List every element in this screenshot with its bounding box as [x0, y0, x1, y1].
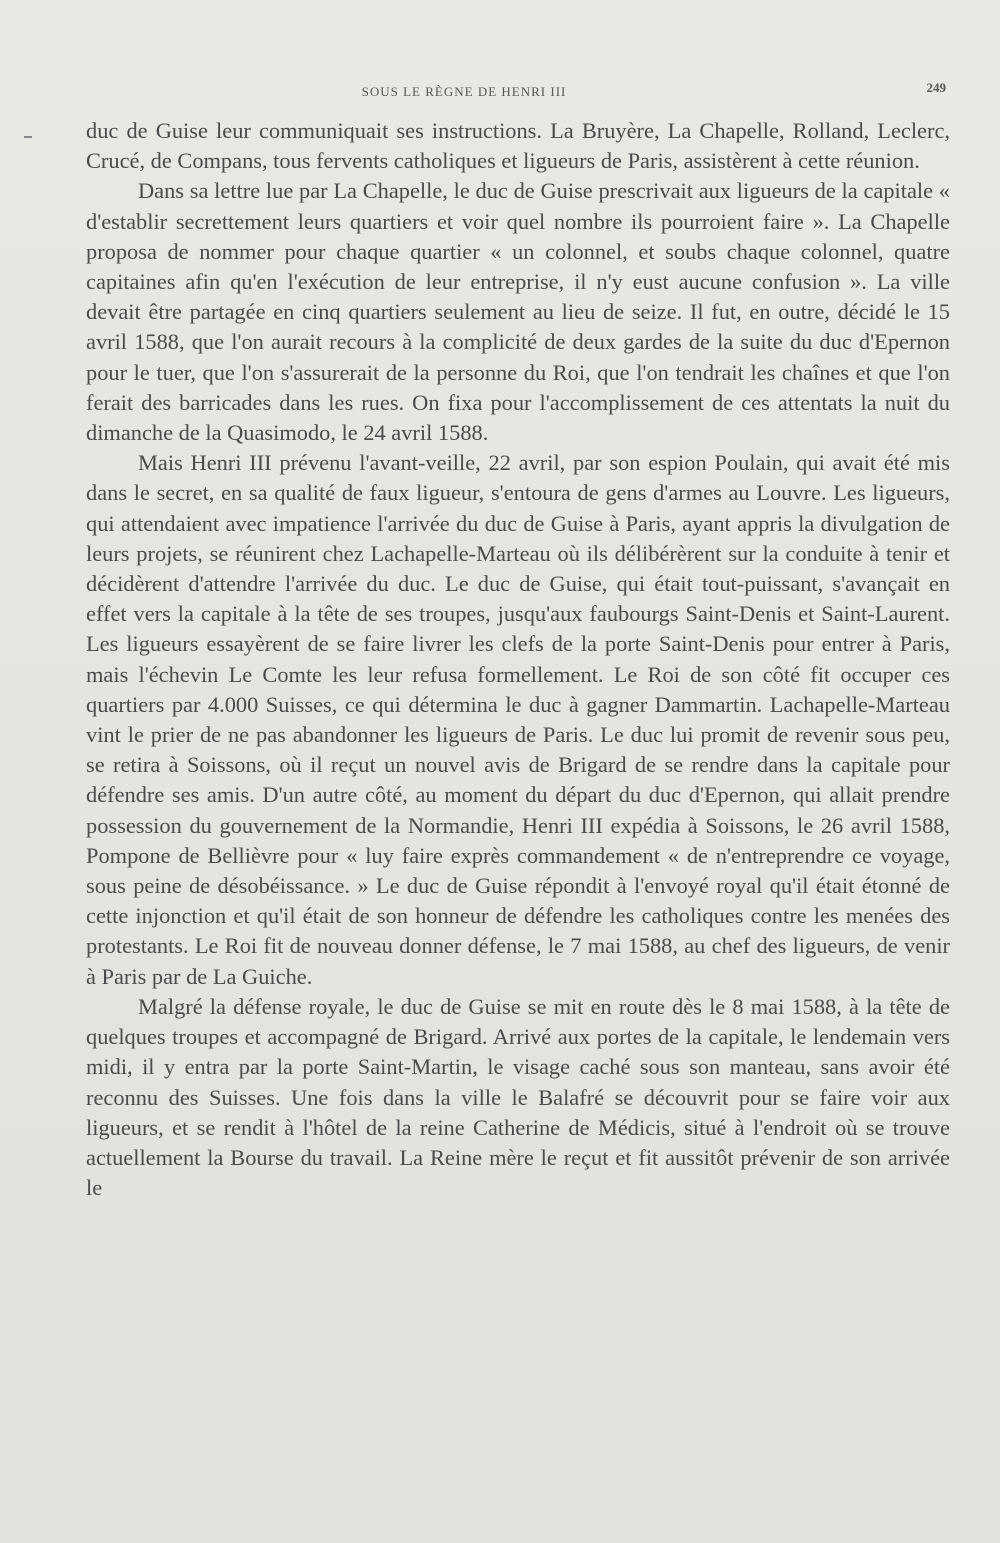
- page-header: [86, 80, 946, 106]
- paragraph-2: Dans sa lettre lue par La Chapelle, le duc de Guise prescrivait aux ligueurs de la capitale « d'establir secrettement leurs quartiers et voir quel nombre ils pourroient faire ». La Chapelle proposa de nommer pour chaque quartier « un colonnel, et soubs chaque colonnel, quatre capitaines afin qu'en l'exécution de leur entreprise, il n'y eust aucune confusion ». La ville devait être partagée en cinq quartiers seulement au lieu de seize. Il fut, en outre, décidé le 15 avril 1588, que l'on aurait recours à la complicité de deux gardes de la suite du duc d'Epernon pour le tuer, que l'on s'assurerait de la personne du Roi, que l'on tendrait les chaînes et que l'on ferait des barricades dans les rues. On fixa pour l'accomplissement de ces attentats la nuit du dimanche de la Quasimodo, le 24 avril 1588.: [86, 178, 950, 446]
- page-number: 249: [926, 80, 946, 95]
- margin-mark: [24, 136, 32, 138]
- paragraph-4: Malgré la défense royale, le duc de Guise se mit en route dès le 8 mai 1588, à la tête de quelques troupes et accompagné de Brigard. Arrivé aux portes de la capitale, le lendemain vers midi, il y entra par la porte Saint-Martin, le visage caché sous son manteau, sans avoir été reconnu des Suisses. Une fois dans la ville le Balafré se découvrit pour se faire voir aux ligueurs, et se rendit à l'hôtel de la reine Catherine de Médicis, situé à l'endroit où se trouve actuellement la Bourse du travail. La Reine mère le reçut et fit aussitôt prévenir de son arrivée le: [86, 993, 950, 1201]
- paragraph-3: Mais Henri III prévenu l'avant-veille, 22 avril, par son espion Poulain, qui avait été mis dans le secret, en sa qualité de faux ligueur, s'entoura de gens d'armes au Louvre. Les ligueurs, qui attendaient avec impatience l'arrivée du duc de Guise à Paris, ayant appris la divulgation de leurs projets, se réunirent chez Lachapelle-Marteau où ils délibérèrent sur la conduite à tenir et décidèrent d'attendre l'arrivée du duc. Le duc de Guise, qui était tout-puissant, s'avançait en effet vers la capitale à la tête de ses troupes, jusqu'aux faubourgs Saint-Denis et Saint-Laurent. Les ligueurs essayèrent de se faire livrer les clefs de la porte Saint-Denis pour entrer à Paris, mais l'échevin Le Comte les leur refusa formellement. Le Roi de son côté fit occuper ces quartiers par 4.000 Suisses, ce qui détermina le duc à gagner Dammartin. Lachapelle-Marteau vint le prier de ne pas abandonner les ligueurs de Paris. Le duc lui promit de revenir sous peu, se retira à Soissons, où il reçut un nouvel avis de Brigard de se rendre dans la capitale pour défendre ses amis. D'un autre côté, au moment du départ du duc d'Epernon, qui allait prendre possession du gouvernement de la Normandie, Henri III expédia à Soissons, le 26 avril 1588, Pompone de Bellièvre pour « luy faire exprès commandement « de n'entreprendre ce voyage, sous peine de désobéissance. » Le duc de Guise répondit à l'envoyé royal qu'il était étonné de cette injonction et qu'il était de son honneur de défendre les catholiques contre les menées des protestants. Le Roi fit de nouveau donner défense, le 7 mai 1588, au chef des ligueurs, de venir à Paris par de La Guiche.: [86, 450, 950, 989]
- running-head: SOUS LE RÈGNE DE HENRI III: [361, 84, 567, 99]
- paragraph-1: duc de Guise leur communiquait ses instructions. La Bruyère, La Chapelle, Rolland, Leclerc, Crucé, de Compans, tous fervents catholiques et ligueurs de Paris, assistèrent à cette réunion.: [86, 118, 950, 174]
- body-text: [86, 116, 950, 1203]
